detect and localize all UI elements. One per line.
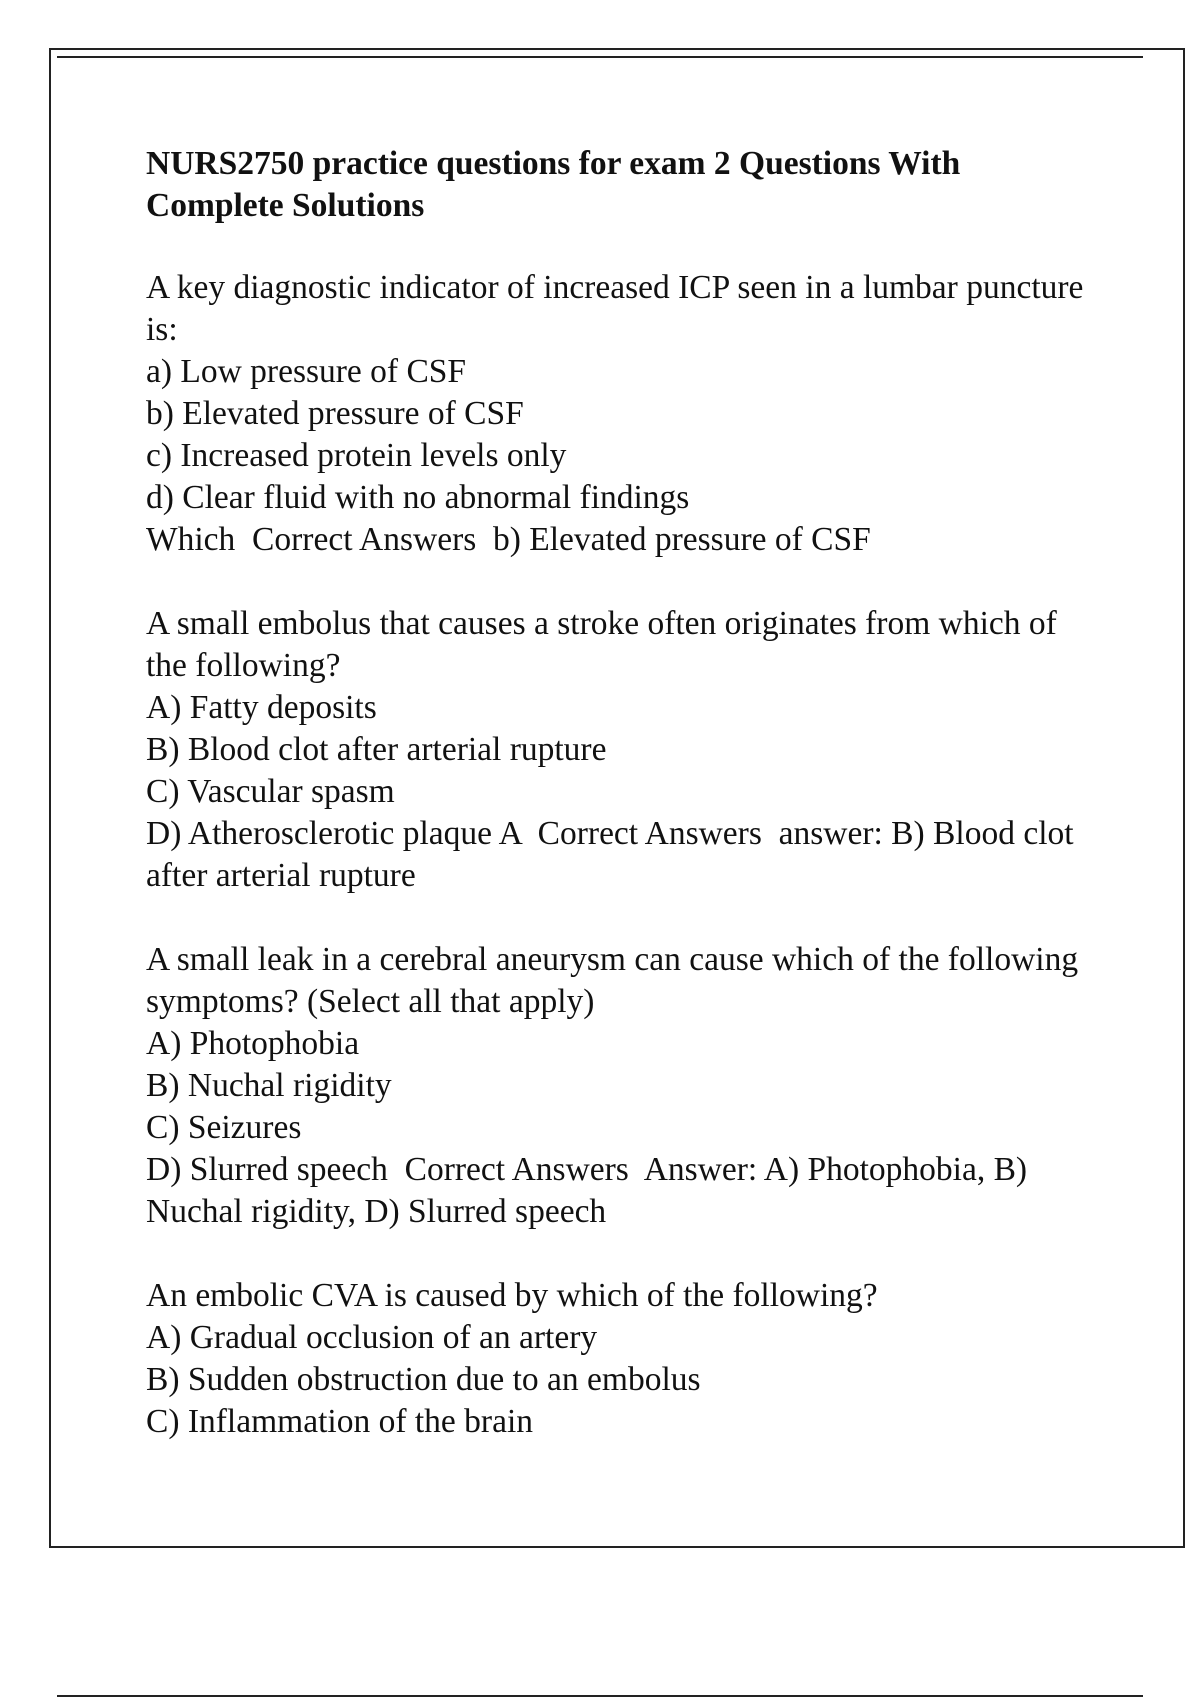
answer-line: Which Correct Answers b) Elevated pressure of CSF [146,521,871,558]
option-a: A) Fatty deposits [146,689,377,726]
option-a: a) Low pressure of CSF [146,353,467,390]
document-title: NURS2750 practice questions for exam 2 Questions With Complete Solutions [146,145,961,224]
question-text: An embolic CVA is caused by which of the following? [146,1277,878,1314]
question-text: A small leak in a cerebral aneurysm can cause which of the following symptoms? (Select all that apply) [146,941,1079,1020]
question-text: A small embolus that causes a stroke often originates from which of the following? [146,605,1057,684]
option-b: B) Nuchal rigidity [146,1067,392,1104]
option-a: A) Photophobia [146,1025,360,1062]
question-text: A key diagnostic indicator of increased ICP seen in a lumbar puncture is: [146,269,1084,348]
option-b: B) Sudden obstruction due to an embolus [146,1361,701,1398]
option-d-with-answer: D) Slurred speech Correct Answers Answer: A) Photophobia, B) Nuchal rigidity, D) Slurred speech [146,1151,1036,1230]
bottom-rule [57,1695,1143,1697]
option-a: A) Gradual occlusion of an artery [146,1319,598,1356]
option-c: C) Inflammation of the brain [146,1403,534,1440]
question-2 [146,603,1106,897]
option-d: d) Clear fluid with no abnormal findings [146,479,690,516]
top-rule [57,56,1143,58]
question-1 [146,267,1106,561]
option-d-with-answer: D) Atherosclerotic plaque A Correct Answers answer: B) Blood clot after arterial rupture [146,815,1082,894]
option-c: C) Seizures [146,1109,302,1146]
option-c: c) Increased protein levels only [146,437,567,474]
option-b: b) Elevated pressure of CSF [146,395,524,432]
question-3 [146,939,1106,1233]
option-c: C) Vascular spasm [146,773,395,810]
document-content [146,143,1106,1485]
question-4 [146,1275,1106,1443]
option-b: B) Blood clot after arterial rupture [146,731,607,768]
